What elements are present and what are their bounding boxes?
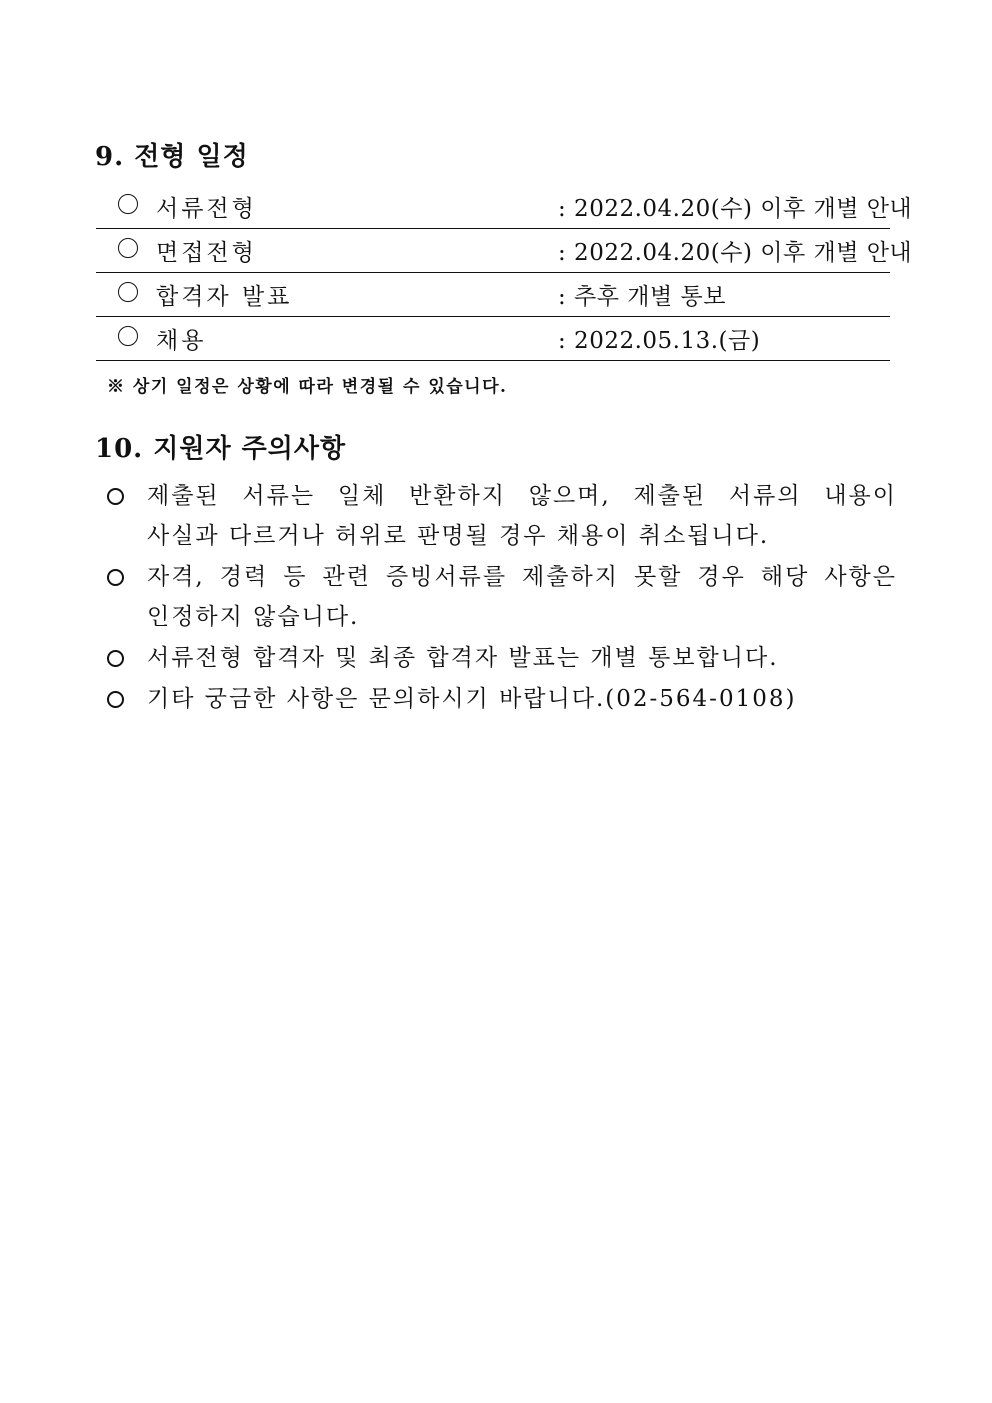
list-item [107,557,897,637]
schedule-table [96,185,913,361]
schedule-label: 서류전형 [156,196,257,222]
schedule-value: : 추후 개별 통보 [558,284,726,310]
circle-bullet-icon [118,282,138,302]
schedule-label: 채용 [156,328,207,354]
section-10-title: 10. 지원자 주의사항 [95,434,347,464]
circle-bullet-icon [118,238,138,258]
circle-bullet-icon [118,326,138,346]
schedule-row [96,229,913,273]
notice-list [107,476,897,720]
notice-line: 자격, 경력 등 관련 증빙서류를 제출하지 못할 경우 해당 사항은 [147,564,897,590]
schedule-row [96,317,890,361]
schedule-row [96,185,913,229]
notice-line: 서류전형 합격자 및 최종 합격자 발표는 개별 통보합니다. [147,645,779,671]
circle-bullet-icon [118,194,138,214]
circle-bullet-icon [107,691,124,708]
notice-line: 기타 궁금한 사항은 문의하시기 바랍니다.(02-564-0108) [147,686,797,712]
schedule-note: ※ 상기 일정은 상황에 따라 변경될 수 있습니다. [107,377,508,397]
schedule-value: : 2022.05.13.(금) [558,328,761,354]
schedule-label: 면접전형 [156,240,257,266]
schedule-label: 합격자 발표 [156,284,293,310]
notice-line: 제출된 서류는 일체 반환하지 않으며, 제출된 서류의 내용이 [147,483,897,509]
list-item [107,476,897,556]
schedule-value: : 2022.04.20(수) 이후 개별 안내 [558,240,913,266]
circle-bullet-icon [107,569,124,586]
schedule-value: : 2022.04.20(수) 이후 개별 안내 [558,196,913,222]
schedule-row [96,273,890,317]
circle-bullet-icon [107,488,124,505]
notice-line: 사실과 다르거나 허위로 판명될 경우 채용이 취소됩니다. [147,523,770,549]
section-9-title: 9. 전형 일정 [95,142,249,172]
notice-line: 인정하지 않습니다. [147,604,360,630]
list-item [107,679,897,719]
circle-bullet-icon [107,650,124,667]
list-item [107,638,897,678]
